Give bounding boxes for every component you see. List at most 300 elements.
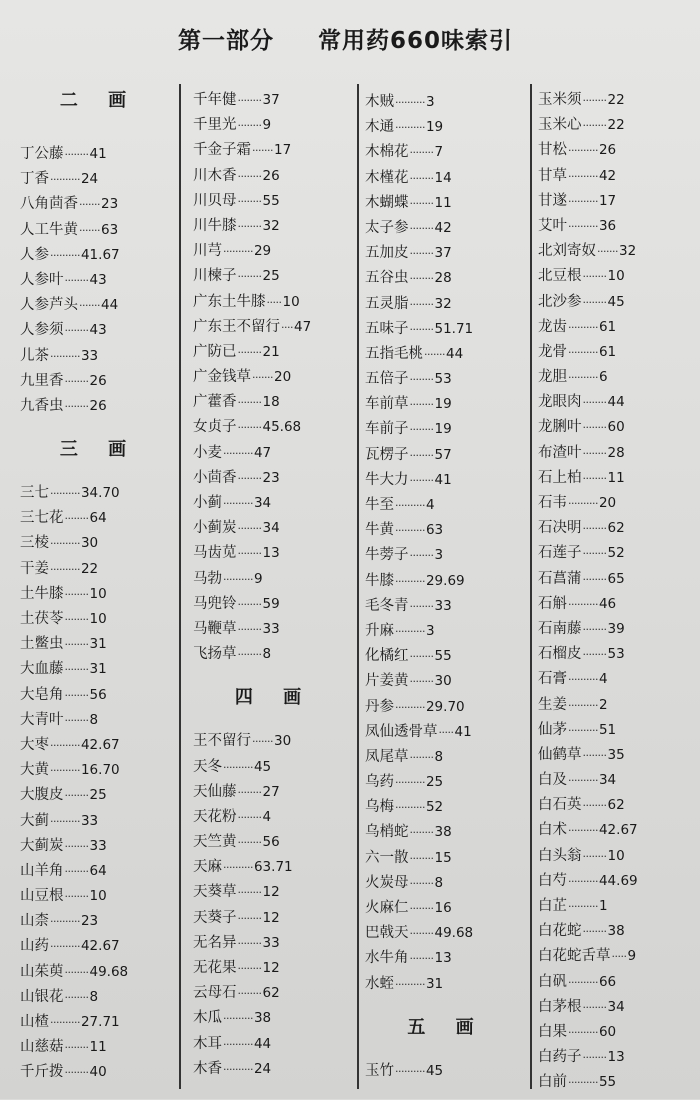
medicine-name: 马兜铃 bbox=[193, 595, 237, 612]
index-entry bbox=[538, 768, 698, 793]
leader-dots: ·········· bbox=[568, 723, 598, 737]
medicine-name: 川牛膝 bbox=[193, 217, 237, 234]
index-entry bbox=[538, 592, 698, 617]
index-entry bbox=[538, 793, 698, 818]
leader-dots: ········ bbox=[64, 990, 89, 1004]
index-entry bbox=[538, 88, 698, 113]
medicine-name: 玉米须 bbox=[538, 92, 582, 108]
page-number: 36 bbox=[598, 217, 617, 234]
page-number: 45 bbox=[253, 758, 272, 775]
medicine-name: 天葵草 bbox=[193, 884, 237, 901]
leader-dots: ·········· bbox=[568, 345, 598, 359]
page-number: 42 bbox=[598, 167, 617, 184]
leader-dots: ·········· bbox=[568, 597, 598, 611]
medicine-name: 升麻 bbox=[365, 622, 394, 639]
medicine-name: 毛冬青 bbox=[365, 597, 409, 614]
medicine-name: 五灵脂 bbox=[365, 295, 409, 312]
index-entry bbox=[538, 365, 698, 390]
index-entry bbox=[365, 468, 528, 493]
medicine-name: 人工牛黄 bbox=[20, 221, 78, 238]
leader-dots: ········ bbox=[409, 448, 434, 462]
leader-dots: ········ bbox=[409, 373, 434, 387]
page-number: 40 bbox=[89, 1064, 107, 1081]
medicine-name: 千斤拨 bbox=[20, 1064, 64, 1081]
medicine-name: 石决明 bbox=[538, 520, 582, 537]
medicine-name: 广藿香 bbox=[193, 394, 237, 411]
index-entry bbox=[193, 340, 355, 365]
medicine-name: 牛膝 bbox=[365, 572, 394, 589]
leader-dots: ·········· bbox=[395, 977, 425, 991]
leader-dots: ·········· bbox=[395, 574, 425, 588]
medicine-name: 人参须 bbox=[20, 322, 64, 339]
index-entry bbox=[365, 846, 528, 871]
medicine-name: 瓦楞子 bbox=[365, 446, 409, 463]
index-entry bbox=[538, 1045, 698, 1070]
index-entry bbox=[20, 809, 178, 834]
page-number: 62 bbox=[607, 797, 625, 814]
index-entry bbox=[538, 239, 698, 264]
medicine-name: 白茅根 bbox=[538, 998, 582, 1015]
page-number: 29.70 bbox=[425, 698, 465, 715]
index-entry bbox=[538, 441, 698, 466]
page-number: 63 bbox=[425, 522, 444, 539]
index-column-4 bbox=[538, 88, 698, 1098]
medicine-name: 大枣 bbox=[20, 736, 49, 753]
medicine-name: 大血藤 bbox=[20, 661, 64, 678]
leader-dots: ········ bbox=[64, 1066, 89, 1080]
leader-dots: ·········· bbox=[568, 320, 598, 334]
page-number: 13 bbox=[262, 545, 280, 562]
medicine-name: 三棱 bbox=[20, 535, 49, 552]
leader-dots: ········ bbox=[582, 849, 607, 863]
medicine-name: 人参芦头 bbox=[20, 297, 78, 314]
medicine-name: 甘草 bbox=[538, 167, 567, 184]
index-entry bbox=[193, 755, 355, 780]
medicine-name: 石莲子 bbox=[538, 545, 582, 562]
page-number: 41 bbox=[454, 723, 472, 740]
medicine-name: 牛大力 bbox=[365, 471, 409, 488]
medicine-name: 千年健 bbox=[193, 92, 237, 108]
page-number: 62 bbox=[262, 985, 280, 1002]
page-number: 19 bbox=[425, 119, 444, 136]
medicine-name: 凤仙透骨草 bbox=[365, 723, 438, 740]
page-number: 33 bbox=[262, 934, 280, 951]
index-entry bbox=[538, 970, 698, 995]
leader-dots: ········ bbox=[409, 247, 434, 261]
index-entry bbox=[538, 1070, 698, 1095]
medicine-name: 九里香 bbox=[20, 372, 64, 389]
leader-dots: ········ bbox=[237, 471, 262, 485]
index-entry bbox=[193, 592, 355, 617]
stroke-count-heading: 四 画 bbox=[234, 687, 314, 709]
index-entry bbox=[20, 708, 178, 733]
page-number: 51.71 bbox=[434, 320, 474, 337]
leader-dots: ········ bbox=[409, 423, 434, 437]
leader-dots: ········ bbox=[237, 836, 262, 850]
page-number: 24 bbox=[253, 1060, 272, 1077]
stroke-count-heading: 三 画 bbox=[59, 439, 139, 461]
medicine-name: 山茱萸 bbox=[20, 963, 64, 980]
medicine-name: 白花蛇舌草 bbox=[538, 948, 611, 965]
page-number: 60 bbox=[607, 419, 625, 436]
medicine-name: 白芷 bbox=[538, 898, 567, 914]
leader-dots: ········ bbox=[409, 146, 434, 160]
index-entry bbox=[193, 138, 355, 163]
index-column-1 bbox=[20, 84, 178, 1094]
leader-dots: ········ bbox=[409, 196, 434, 210]
index-entry bbox=[365, 241, 528, 266]
leader-dots: ········ bbox=[409, 952, 434, 966]
index-entry bbox=[365, 745, 528, 770]
page-number: 20 bbox=[598, 495, 617, 511]
index-entry bbox=[365, 367, 528, 392]
page-number: 27.71 bbox=[80, 1014, 120, 1030]
leader-dots: ········ bbox=[64, 713, 89, 727]
index-entry bbox=[538, 189, 698, 214]
leader-dots: ·········· bbox=[223, 245, 253, 259]
page-number: 43 bbox=[89, 322, 107, 339]
index-entry bbox=[193, 264, 355, 289]
medicine-name: 山楂 bbox=[20, 1014, 49, 1030]
page-number: 9 bbox=[253, 570, 263, 587]
index-entry bbox=[365, 795, 528, 820]
index-entry bbox=[20, 142, 178, 167]
index-entry bbox=[538, 491, 698, 516]
page-number: 4 bbox=[262, 808, 272, 825]
medicine-name: 大皂角 bbox=[20, 686, 64, 703]
leader-dots: ·········· bbox=[568, 1025, 598, 1039]
page-number: 10 bbox=[89, 585, 107, 602]
leader-dots: ·········· bbox=[568, 194, 598, 208]
leader-dots: ·········· bbox=[395, 624, 425, 638]
medicine-name: 车前草 bbox=[365, 396, 409, 413]
leader-dots: ········ bbox=[582, 119, 607, 133]
leader-dots: ········ bbox=[237, 345, 262, 359]
leader-dots: ·········· bbox=[50, 248, 80, 262]
page-number: 2 bbox=[598, 696, 608, 713]
page-number: 37 bbox=[262, 92, 280, 108]
index-entry bbox=[365, 191, 528, 216]
medicine-name: 五倍子 bbox=[365, 371, 409, 388]
medicine-name: 小蓟 bbox=[193, 495, 222, 511]
leader-dots: ·········· bbox=[223, 446, 253, 460]
index-entry bbox=[20, 293, 178, 318]
index-entry bbox=[193, 830, 355, 855]
page-number: 3 bbox=[425, 622, 435, 639]
medicine-name: 水蛭 bbox=[365, 975, 394, 992]
index-entry bbox=[193, 290, 355, 315]
page-number: 59 bbox=[262, 595, 280, 612]
index-entry bbox=[365, 443, 528, 468]
medicine-name: 石菖蒲 bbox=[538, 570, 582, 587]
page-number: 39 bbox=[607, 620, 625, 637]
medicine-name: 布渣叶 bbox=[538, 444, 582, 461]
leader-dots: ········ bbox=[582, 572, 607, 586]
leader-dots: ······· bbox=[424, 347, 445, 361]
medicine-name: 牛黄 bbox=[365, 522, 394, 539]
index-entry bbox=[20, 192, 178, 217]
page-number: 6 bbox=[598, 369, 608, 386]
page-number: 64 bbox=[89, 510, 107, 527]
page-number: 3 bbox=[425, 94, 435, 110]
index-entry bbox=[538, 466, 698, 491]
index-entry bbox=[20, 318, 178, 343]
leader-dots: ········ bbox=[64, 965, 89, 979]
page-number: 61 bbox=[598, 343, 617, 360]
leader-dots: ········ bbox=[237, 219, 262, 233]
page-number: 44.69 bbox=[598, 872, 638, 889]
stroke-count-heading: 五 画 bbox=[407, 1016, 486, 1038]
leader-dots: ········ bbox=[409, 297, 434, 311]
page-number: 44 bbox=[253, 1035, 272, 1052]
index-entry bbox=[365, 216, 528, 241]
page-number: 26 bbox=[262, 167, 280, 184]
page-number: 26 bbox=[89, 397, 107, 414]
page-number: 10 bbox=[607, 268, 625, 285]
page-number: 49.68 bbox=[89, 963, 129, 980]
medicine-name: 飞扬草 bbox=[193, 646, 237, 663]
medicine-name: 木蝴蝶 bbox=[365, 194, 409, 211]
page-number: 55 bbox=[434, 648, 452, 665]
page-number: 8 bbox=[434, 874, 444, 891]
medicine-name: 川木香 bbox=[193, 167, 237, 184]
page-number: 61 bbox=[598, 318, 617, 335]
page-number: 8 bbox=[434, 748, 444, 765]
index-entry bbox=[193, 1057, 355, 1082]
page-number: 19 bbox=[434, 421, 452, 438]
page-number: 31 bbox=[89, 661, 107, 678]
medicine-name: 小蓟炭 bbox=[193, 520, 237, 537]
index-entry bbox=[20, 985, 178, 1010]
index-entry bbox=[538, 315, 698, 340]
index-entry bbox=[365, 266, 528, 291]
index-entry bbox=[193, 1006, 355, 1031]
medicine-name: 马齿苋 bbox=[193, 545, 237, 562]
medicine-name: 龙眼肉 bbox=[538, 394, 582, 411]
leader-dots: ······· bbox=[252, 371, 273, 385]
page-number: 19 bbox=[434, 396, 452, 413]
leader-dots: ········ bbox=[409, 675, 434, 689]
page-number: 43 bbox=[89, 271, 107, 288]
index-column-2 bbox=[193, 88, 355, 1098]
page-number: 42.67 bbox=[80, 938, 120, 955]
leader-dots: ·········· bbox=[50, 915, 80, 929]
medicine-name: 天麻 bbox=[193, 859, 222, 876]
leader-dots: ········ bbox=[64, 789, 89, 803]
leader-dots: ········ bbox=[409, 599, 434, 613]
leader-dots: ········ bbox=[237, 648, 262, 662]
medicine-name: 山银花 bbox=[20, 988, 64, 1005]
leader-dots: ········ bbox=[64, 587, 89, 601]
page-number: 41 bbox=[89, 146, 107, 162]
page-number: 10 bbox=[89, 611, 107, 627]
page-number: 9 bbox=[262, 117, 272, 134]
leader-dots: ·········· bbox=[50, 814, 80, 828]
index-entry bbox=[538, 264, 698, 289]
index-entry bbox=[365, 166, 528, 191]
leader-dots: ········ bbox=[64, 839, 89, 853]
medicine-name: 石膏 bbox=[538, 671, 567, 688]
index-entry bbox=[365, 820, 528, 845]
page-number: 4 bbox=[598, 671, 608, 688]
index-entry bbox=[193, 617, 355, 642]
index-entry bbox=[365, 140, 528, 165]
medicine-name: 北豆根 bbox=[538, 268, 582, 285]
index-entry bbox=[193, 567, 355, 592]
index-entry bbox=[20, 657, 178, 682]
index-entry bbox=[193, 315, 355, 340]
index-entry bbox=[193, 780, 355, 805]
index-entry bbox=[193, 415, 355, 440]
medicine-name: 乌药 bbox=[365, 774, 394, 791]
page-number: 56 bbox=[89, 686, 107, 703]
medicine-name: 土茯苓 bbox=[20, 611, 64, 627]
leader-dots: ·········· bbox=[395, 700, 425, 714]
index-entry bbox=[365, 720, 528, 745]
leader-dots: ········ bbox=[409, 549, 434, 563]
index-entry bbox=[193, 931, 355, 956]
page-number: 38 bbox=[434, 824, 452, 841]
leader-dots: ········ bbox=[409, 826, 434, 840]
index-entry bbox=[538, 1020, 698, 1045]
page-number: 11 bbox=[89, 1039, 107, 1056]
medicine-name: 龙胆 bbox=[538, 369, 567, 386]
medicine-name: 石韦 bbox=[538, 495, 567, 511]
leader-dots: ·········· bbox=[223, 760, 253, 774]
medicine-name: 片姜黄 bbox=[365, 673, 409, 690]
medicine-name: 北沙参 bbox=[538, 293, 582, 310]
index-entry bbox=[538, 541, 698, 566]
index-entry bbox=[193, 365, 355, 390]
page-number: 53 bbox=[607, 646, 625, 663]
medicine-name: 乌梅 bbox=[365, 799, 394, 816]
page-number: 63 bbox=[100, 221, 119, 238]
index-entry bbox=[538, 919, 698, 944]
index-entry bbox=[365, 317, 528, 342]
leader-dots: ········ bbox=[582, 799, 607, 813]
index-entry bbox=[365, 871, 528, 896]
page-number: 45 bbox=[425, 1062, 444, 1079]
leader-dots: ······· bbox=[252, 144, 273, 158]
page-number: 27 bbox=[262, 783, 280, 800]
column-divider bbox=[179, 84, 181, 1089]
index-entry bbox=[193, 855, 355, 880]
leader-dots: ·········· bbox=[568, 371, 598, 385]
medicine-name: 艾叶 bbox=[538, 217, 567, 234]
page-number: 17 bbox=[598, 192, 617, 209]
medicine-name: 干姜 bbox=[20, 560, 49, 577]
leader-dots: ········ bbox=[237, 396, 262, 410]
leader-dots: ········ bbox=[582, 446, 607, 460]
page-number: 42.67 bbox=[598, 822, 638, 839]
index-entry bbox=[365, 619, 528, 644]
page-number: 34.70 bbox=[80, 485, 120, 502]
leader-dots: ········ bbox=[409, 171, 434, 185]
leader-dots: ········ bbox=[64, 399, 89, 413]
index-entry bbox=[365, 115, 528, 140]
index-entry bbox=[193, 729, 355, 754]
index-entry bbox=[538, 113, 698, 138]
leader-dots: ········ bbox=[237, 270, 262, 284]
medicine-name: 甘松 bbox=[538, 142, 567, 159]
leader-dots: ·········· bbox=[223, 572, 253, 586]
leader-dots: ········ bbox=[582, 522, 607, 536]
leader-dots: ······· bbox=[597, 245, 618, 259]
medicine-name: 小茴香 bbox=[193, 469, 237, 486]
leader-dots: ········ bbox=[237, 522, 262, 536]
medicine-name: 川楝子 bbox=[193, 268, 237, 285]
leader-dots: ·········· bbox=[223, 1012, 253, 1026]
index-entry bbox=[20, 369, 178, 394]
index-entry bbox=[20, 934, 178, 959]
leader-dots: ········ bbox=[582, 270, 607, 284]
leader-dots: ·········· bbox=[50, 349, 80, 363]
leader-dots: ········ bbox=[582, 748, 607, 762]
index-entry bbox=[20, 1010, 178, 1035]
leader-dots: ·········· bbox=[568, 144, 598, 158]
index-entry bbox=[538, 164, 698, 189]
leader-dots: ········ bbox=[582, 622, 607, 636]
leader-dots: ········ bbox=[409, 851, 434, 865]
page-number: 33 bbox=[434, 597, 452, 614]
index-entry bbox=[538, 642, 698, 667]
index-entry bbox=[20, 531, 178, 556]
leader-dots: ·········· bbox=[568, 874, 598, 888]
index-entry bbox=[193, 880, 355, 905]
index-entry bbox=[20, 344, 178, 369]
leader-dots: ········ bbox=[64, 324, 89, 338]
leader-dots: ········ bbox=[64, 273, 89, 287]
index-entry bbox=[193, 981, 355, 1006]
page-number: 30 bbox=[80, 535, 99, 552]
page-number: 1 bbox=[598, 898, 608, 914]
index-entry bbox=[365, 594, 528, 619]
leader-dots: ·········· bbox=[568, 219, 598, 233]
page-number: 37 bbox=[434, 245, 452, 262]
page-number: 18 bbox=[262, 394, 280, 411]
page-number: 47 bbox=[294, 318, 312, 335]
leader-dots: ········ bbox=[237, 421, 262, 435]
page-number: 8 bbox=[89, 711, 99, 728]
index-entry bbox=[365, 644, 528, 669]
leader-dots: ·········· bbox=[50, 1016, 80, 1029]
index-entry bbox=[193, 1032, 355, 1057]
leader-dots: ·········· bbox=[395, 776, 425, 790]
leader-dots: ······· bbox=[79, 198, 100, 212]
page-number: 10 bbox=[282, 293, 300, 310]
index-entry bbox=[20, 557, 178, 582]
index-entry bbox=[193, 466, 355, 491]
medicine-name: 大蓟 bbox=[20, 812, 49, 829]
page-number: 29 bbox=[253, 243, 272, 260]
page-number: 42 bbox=[434, 219, 452, 236]
leader-dots: ········ bbox=[64, 663, 89, 677]
page-number: 42.67 bbox=[80, 736, 120, 753]
index-entry bbox=[365, 921, 528, 946]
index-entry bbox=[193, 390, 355, 415]
leader-dots: ········ bbox=[409, 650, 434, 664]
leader-dots: ········ bbox=[409, 221, 434, 235]
medicine-name: 千金子霜 bbox=[193, 142, 251, 159]
page-number: 8 bbox=[262, 646, 272, 663]
index-entry bbox=[538, 818, 698, 843]
page-number: 41.67 bbox=[80, 246, 120, 263]
index-entry bbox=[538, 340, 698, 365]
medicine-name: 火麻仁 bbox=[365, 900, 409, 916]
medicine-name: 火炭母 bbox=[365, 874, 409, 891]
page-number: 32 bbox=[434, 295, 452, 312]
page-number: 16 bbox=[434, 900, 452, 916]
